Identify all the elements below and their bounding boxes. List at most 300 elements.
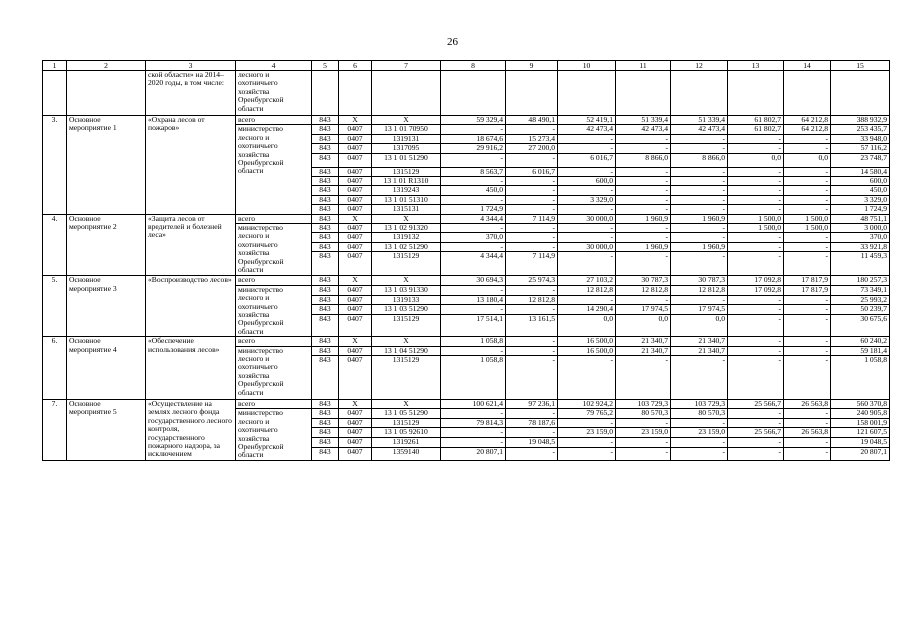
target-code: 1319261 bbox=[372, 437, 441, 447]
row-number: 3. bbox=[43, 116, 67, 215]
amount-cell: 30 000,0 bbox=[558, 214, 616, 223]
table-row bbox=[43, 337, 890, 346]
amount-cell: - bbox=[506, 177, 558, 186]
amount-cell: - bbox=[728, 346, 784, 355]
column-number: 3 bbox=[146, 61, 236, 71]
section-code: 0407 bbox=[339, 409, 372, 419]
measure-label: Основное мероприятие 3 bbox=[67, 276, 146, 337]
amount-cell: 1 500,0 bbox=[728, 214, 784, 223]
target-code: 1317095 bbox=[372, 144, 441, 153]
amount-cell: - bbox=[671, 233, 728, 242]
amount-cell: 33 921,8 bbox=[831, 242, 890, 251]
amount-cell: 370,0 bbox=[441, 233, 506, 242]
amount-cell: - bbox=[441, 195, 506, 204]
target-code: 13 1 04 51290 bbox=[372, 346, 441, 355]
row-number: 6. bbox=[43, 337, 67, 400]
grbs-code: 843 bbox=[312, 195, 339, 204]
amount-cell: - bbox=[784, 167, 831, 176]
measure-label: Основное мероприятие 5 bbox=[67, 399, 146, 460]
target-code: 1319131 bbox=[372, 134, 441, 143]
target-code: Х bbox=[372, 276, 441, 285]
target-code: 1319132 bbox=[372, 233, 441, 242]
amount-cell: - bbox=[616, 195, 671, 204]
amount-cell: 14 290,4 bbox=[558, 305, 616, 315]
amount-cell: 17 974,5 bbox=[616, 305, 671, 315]
amount-cell: - bbox=[671, 144, 728, 153]
amount-cell: 57 116,2 bbox=[831, 144, 890, 153]
amount-cell: 158 001,9 bbox=[831, 418, 890, 428]
table-row bbox=[43, 276, 890, 285]
amount-cell: 27 200,0 bbox=[506, 144, 558, 153]
grbs-code: 843 bbox=[312, 125, 339, 134]
page-number: 26 bbox=[447, 36, 458, 48]
grbs-code: 843 bbox=[312, 252, 339, 276]
amount-cell: - bbox=[784, 252, 831, 276]
amount-cell: 103 729,3 bbox=[671, 399, 728, 408]
amount-cell: - bbox=[616, 295, 671, 305]
amount-cell: - bbox=[506, 125, 558, 134]
amount-cell: - bbox=[616, 134, 671, 143]
amount-cell: - bbox=[671, 134, 728, 143]
section-code: Х bbox=[339, 116, 372, 125]
amount-cell: 23 748,7 bbox=[831, 153, 890, 167]
amount-cell: - bbox=[441, 177, 506, 186]
amount-cell: - bbox=[558, 295, 616, 305]
amount-cell: - bbox=[728, 177, 784, 186]
amount-cell: - bbox=[558, 447, 616, 460]
amount-cell: 21 340,7 bbox=[671, 346, 728, 355]
amount-cell: - bbox=[558, 437, 616, 447]
section-code: Х bbox=[339, 337, 372, 346]
amount-cell: 30 675,6 bbox=[831, 315, 890, 337]
amount-cell: - bbox=[506, 205, 558, 214]
amount-cell: 59 329,4 bbox=[441, 116, 506, 125]
amount-cell: 1 724,9 bbox=[441, 205, 506, 214]
amount-cell: 180 257,3 bbox=[831, 276, 890, 285]
amount-cell: 79 814,3 bbox=[441, 418, 506, 428]
amount-cell: 0,0 bbox=[728, 153, 784, 167]
measure-label: Основное мероприятие 1 bbox=[67, 116, 146, 215]
amount-cell: - bbox=[558, 233, 616, 242]
amount-cell: - bbox=[506, 355, 558, 399]
amount-cell: 3 329,0 bbox=[558, 195, 616, 204]
amount-cell: - bbox=[558, 134, 616, 143]
cell-empty bbox=[831, 71, 890, 116]
target-code: 1315129 bbox=[372, 315, 441, 337]
cell-empty bbox=[506, 71, 558, 116]
target-code: 13 1 02 91320 bbox=[372, 224, 441, 233]
target-code: 13 1 01 70950 bbox=[372, 125, 441, 134]
amount-cell: 20 807,1 bbox=[831, 447, 890, 460]
amount-cell: 64 212,8 bbox=[784, 116, 831, 125]
executor-total: всего bbox=[236, 214, 312, 223]
section-code: 0407 bbox=[339, 186, 372, 195]
amount-cell: 17 817,9 bbox=[784, 276, 831, 285]
amount-cell: 1 058,8 bbox=[441, 355, 506, 399]
section-code: 0407 bbox=[339, 242, 372, 251]
amount-cell: 7 114,9 bbox=[506, 252, 558, 276]
amount-cell: - bbox=[728, 252, 784, 276]
amount-cell: - bbox=[784, 233, 831, 242]
measure-name: «Охрана лесов от пожаров» bbox=[146, 116, 236, 215]
amount-cell: - bbox=[558, 224, 616, 233]
column-number: 7 bbox=[372, 61, 441, 71]
cell-empty bbox=[67, 71, 146, 116]
amount-cell: 6 016,7 bbox=[558, 153, 616, 167]
grbs-code: 843 bbox=[312, 276, 339, 285]
amount-cell: - bbox=[506, 195, 558, 204]
amount-cell: 17 092,8 bbox=[728, 285, 784, 295]
amount-cell: 64 212,8 bbox=[784, 125, 831, 134]
amount-cell: 1 058,8 bbox=[441, 337, 506, 346]
executor-name: министерство лесного и охотничьего хозяйства Оренбургской области bbox=[236, 224, 312, 276]
section-code: 0407 bbox=[339, 305, 372, 315]
cell-empty bbox=[43, 71, 67, 116]
amount-cell: 48 751,1 bbox=[831, 214, 890, 223]
section-code: 0407 bbox=[339, 418, 372, 428]
amount-cell: - bbox=[784, 315, 831, 337]
grbs-code: 843 bbox=[312, 418, 339, 428]
amount-cell: - bbox=[506, 233, 558, 242]
amount-cell: 17 514,1 bbox=[441, 315, 506, 337]
cell-empty bbox=[728, 71, 784, 116]
amount-cell: - bbox=[441, 125, 506, 134]
grbs-code: 843 bbox=[312, 134, 339, 143]
grbs-code: 843 bbox=[312, 428, 339, 438]
target-code: 1319243 bbox=[372, 186, 441, 195]
column-number: 11 bbox=[616, 61, 671, 71]
amount-cell: 19 048,5 bbox=[506, 437, 558, 447]
amount-cell: 30 000,0 bbox=[558, 242, 616, 251]
section-code: 0407 bbox=[339, 285, 372, 295]
executor-total: всего bbox=[236, 276, 312, 285]
target-code: Х bbox=[372, 214, 441, 223]
amount-cell: - bbox=[784, 177, 831, 186]
executor-total: всего bbox=[236, 116, 312, 125]
amount-cell: - bbox=[506, 428, 558, 438]
measure-label: Основное мероприятие 4 bbox=[67, 337, 146, 400]
amount-cell: 26 563,8 bbox=[784, 399, 831, 408]
target-code: Х bbox=[372, 337, 441, 346]
amount-cell: 23 159,0 bbox=[558, 428, 616, 438]
amount-cell: 1 960,9 bbox=[671, 242, 728, 251]
amount-cell: - bbox=[784, 305, 831, 315]
amount-cell: 19 048,5 bbox=[831, 437, 890, 447]
amount-cell: - bbox=[728, 437, 784, 447]
amount-cell: - bbox=[506, 242, 558, 251]
column-number-row bbox=[43, 61, 890, 71]
amount-cell: 21 340,7 bbox=[671, 337, 728, 346]
amount-cell: - bbox=[784, 195, 831, 204]
target-code: 1319133 bbox=[372, 295, 441, 305]
cell-empty bbox=[616, 71, 671, 116]
grbs-code: 843 bbox=[312, 355, 339, 399]
amount-cell: - bbox=[506, 447, 558, 460]
section-code: 0407 bbox=[339, 144, 372, 153]
target-code: 13 1 01 51290 bbox=[372, 153, 441, 167]
cell-empty bbox=[441, 71, 506, 116]
section-code: 0407 bbox=[339, 315, 372, 337]
amount-cell: - bbox=[728, 295, 784, 305]
amount-cell: 0,0 bbox=[671, 315, 728, 337]
amount-cell: 1 960,9 bbox=[616, 242, 671, 251]
section-code: 0407 bbox=[339, 428, 372, 438]
amount-cell: 25 993,2 bbox=[831, 295, 890, 305]
amount-cell: 61 802,7 bbox=[728, 116, 784, 125]
amount-cell: - bbox=[506, 305, 558, 315]
target-code: 13 1 03 91330 bbox=[372, 285, 441, 295]
section-code: 0407 bbox=[339, 177, 372, 186]
amount-cell: - bbox=[441, 224, 506, 233]
amount-cell: - bbox=[784, 447, 831, 460]
grbs-code: 843 bbox=[312, 153, 339, 167]
section-code: 0407 bbox=[339, 447, 372, 460]
grbs-code: 843 bbox=[312, 242, 339, 251]
amount-cell: 450,0 bbox=[441, 186, 506, 195]
target-code: 1315129 bbox=[372, 355, 441, 399]
amount-cell: 121 607,5 bbox=[831, 428, 890, 438]
column-number: 12 bbox=[671, 61, 728, 71]
cell-empty bbox=[312, 71, 339, 116]
amount-cell: 14 580,4 bbox=[831, 167, 890, 176]
amount-cell: 6 016,7 bbox=[506, 167, 558, 176]
column-number: 13 bbox=[728, 61, 784, 71]
amount-cell: - bbox=[441, 346, 506, 355]
target-code: 1315129 bbox=[372, 167, 441, 176]
row-number: 4. bbox=[43, 214, 67, 276]
amount-cell: 50 239,7 bbox=[831, 305, 890, 315]
amount-cell: 1 960,9 bbox=[616, 214, 671, 223]
amount-cell: - bbox=[728, 167, 784, 176]
amount-cell: - bbox=[616, 144, 671, 153]
amount-cell: - bbox=[671, 186, 728, 195]
table-row bbox=[43, 214, 890, 223]
amount-cell: 7 114,9 bbox=[506, 214, 558, 223]
amount-cell: 12 812,8 bbox=[616, 285, 671, 295]
grbs-code: 843 bbox=[312, 437, 339, 447]
amount-cell: 30 694,3 bbox=[441, 276, 506, 285]
amount-cell: 600,0 bbox=[831, 177, 890, 186]
cell-empty bbox=[372, 71, 441, 116]
section-code: Х bbox=[339, 214, 372, 223]
amount-cell: - bbox=[671, 195, 728, 204]
amount-cell: 0,0 bbox=[784, 153, 831, 167]
amount-cell: 25 566,7 bbox=[728, 428, 784, 438]
continued-program-name: ской области» на 2014–2020 годы, в том числе: bbox=[146, 71, 236, 116]
amount-cell: 17 092,8 bbox=[728, 276, 784, 285]
amount-cell: 253 435,7 bbox=[831, 125, 890, 134]
amount-cell: 21 340,7 bbox=[616, 337, 671, 346]
amount-cell: 42 473,4 bbox=[558, 125, 616, 134]
target-code: 13 1 01 51310 bbox=[372, 195, 441, 204]
section-code: Х bbox=[339, 399, 372, 408]
amount-cell: - bbox=[784, 346, 831, 355]
grbs-code: 843 bbox=[312, 315, 339, 337]
amount-cell: - bbox=[616, 224, 671, 233]
amount-cell: 42 473,4 bbox=[616, 125, 671, 134]
amount-cell: 13 180,4 bbox=[441, 295, 506, 305]
column-number: 6 bbox=[339, 61, 372, 71]
column-number: 14 bbox=[784, 61, 831, 71]
amount-cell: - bbox=[784, 186, 831, 195]
executor-name: министерство лесного и охотничьего хозяйства Оренбургской области bbox=[236, 409, 312, 460]
amount-cell: 61 802,7 bbox=[728, 125, 784, 134]
amount-cell: 102 924,2 bbox=[558, 399, 616, 408]
amount-cell: - bbox=[671, 295, 728, 305]
amount-cell: 15 273,4 bbox=[506, 134, 558, 143]
target-code: 13 1 02 51290 bbox=[372, 242, 441, 251]
amount-cell: - bbox=[558, 205, 616, 214]
amount-cell: 20 807,1 bbox=[441, 447, 506, 460]
amount-cell: - bbox=[728, 242, 784, 251]
amount-cell: 27 103,2 bbox=[558, 276, 616, 285]
amount-cell: 1 058,8 bbox=[831, 355, 890, 399]
amount-cell: - bbox=[784, 437, 831, 447]
amount-cell: - bbox=[558, 144, 616, 153]
target-code: 1315129 bbox=[372, 252, 441, 276]
amount-cell: 16 500,0 bbox=[558, 337, 616, 346]
cell-empty bbox=[339, 71, 372, 116]
grbs-code: 843 bbox=[312, 116, 339, 125]
amount-cell: - bbox=[558, 418, 616, 428]
target-code: 1315131 bbox=[372, 205, 441, 214]
amount-cell: 8 563,7 bbox=[441, 167, 506, 176]
amount-cell: 51 339,4 bbox=[616, 116, 671, 125]
amount-cell: 23 159,0 bbox=[671, 428, 728, 438]
amount-cell: - bbox=[671, 437, 728, 447]
cell-empty bbox=[671, 71, 728, 116]
section-code: 0407 bbox=[339, 346, 372, 355]
amount-cell: 8 866,0 bbox=[616, 153, 671, 167]
amount-cell: 16 500,0 bbox=[558, 346, 616, 355]
amount-cell: 12 812,8 bbox=[506, 295, 558, 305]
amount-cell: - bbox=[671, 167, 728, 176]
amount-cell: - bbox=[784, 242, 831, 251]
grbs-code: 843 bbox=[312, 214, 339, 223]
column-number: 4 bbox=[236, 61, 312, 71]
amount-cell: - bbox=[558, 355, 616, 399]
amount-cell: 1 960,9 bbox=[671, 214, 728, 223]
amount-cell: - bbox=[671, 447, 728, 460]
amount-cell: - bbox=[671, 252, 728, 276]
section-code: 0407 bbox=[339, 167, 372, 176]
row-number: 5. bbox=[43, 276, 67, 337]
amount-cell: 30 787,3 bbox=[616, 276, 671, 285]
amount-cell: - bbox=[728, 418, 784, 428]
amount-cell: 1 500,0 bbox=[728, 224, 784, 233]
measure-name: «Обеспечение использования лесов» bbox=[146, 337, 236, 400]
amount-cell: - bbox=[728, 305, 784, 315]
amount-cell: - bbox=[728, 315, 784, 337]
amount-cell: - bbox=[616, 355, 671, 399]
amount-cell: - bbox=[616, 186, 671, 195]
measure-name: «Осуществление на землях лесного фонда государственного лесного контроля, государственного пожарного надзора, за исключением bbox=[146, 399, 236, 460]
section-code: 0407 bbox=[339, 224, 372, 233]
amount-cell: - bbox=[441, 428, 506, 438]
amount-cell: 59 181,4 bbox=[831, 346, 890, 355]
executor-name: министерство лесного и охотничьего хозяйства Оренбургской области bbox=[236, 285, 312, 336]
amount-cell: - bbox=[506, 186, 558, 195]
amount-cell: - bbox=[506, 346, 558, 355]
amount-cell: - bbox=[784, 134, 831, 143]
section-code: 0407 bbox=[339, 437, 372, 447]
amount-cell: - bbox=[728, 355, 784, 399]
amount-cell: - bbox=[728, 233, 784, 242]
amount-cell: 21 340,7 bbox=[616, 346, 671, 355]
grbs-code: 843 bbox=[312, 337, 339, 346]
amount-cell: 450,0 bbox=[831, 186, 890, 195]
column-number: 15 bbox=[831, 61, 890, 71]
amount-cell: 78 187,6 bbox=[506, 418, 558, 428]
amount-cell: 33 948,0 bbox=[831, 134, 890, 143]
column-number: 5 bbox=[312, 61, 339, 71]
grbs-code: 843 bbox=[312, 144, 339, 153]
grbs-code: 843 bbox=[312, 186, 339, 195]
amount-cell: - bbox=[616, 252, 671, 276]
amount-cell: - bbox=[671, 177, 728, 186]
amount-cell: 3 000,0 bbox=[831, 224, 890, 233]
section-code: 0407 bbox=[339, 195, 372, 204]
amount-cell: - bbox=[728, 409, 784, 419]
amount-cell: - bbox=[441, 242, 506, 251]
column-number: 1 bbox=[43, 61, 67, 71]
amount-cell: - bbox=[616, 447, 671, 460]
amount-cell: - bbox=[784, 144, 831, 153]
amount-cell: - bbox=[558, 252, 616, 276]
amount-cell: 17 817,9 bbox=[784, 285, 831, 295]
amount-cell: - bbox=[441, 437, 506, 447]
amount-cell: 100 621,4 bbox=[441, 399, 506, 408]
amount-cell: 29 916,2 bbox=[441, 144, 506, 153]
target-code: 13 1 01 R1310 bbox=[372, 177, 441, 186]
amount-cell: - bbox=[728, 337, 784, 346]
amount-cell: 13 161,5 bbox=[506, 315, 558, 337]
amount-cell: 52 419,1 bbox=[558, 116, 616, 125]
section-code: 0407 bbox=[339, 355, 372, 399]
amount-cell: - bbox=[441, 409, 506, 419]
amount-cell: 370,0 bbox=[831, 233, 890, 242]
amount-cell: - bbox=[558, 167, 616, 176]
amount-cell: - bbox=[441, 285, 506, 295]
amount-cell: 103 729,3 bbox=[616, 399, 671, 408]
amount-cell: - bbox=[616, 233, 671, 242]
target-code: Х bbox=[372, 399, 441, 408]
amount-cell: 51 339,4 bbox=[671, 116, 728, 125]
amount-cell: - bbox=[671, 224, 728, 233]
amount-cell: - bbox=[784, 337, 831, 346]
section-code: 0407 bbox=[339, 295, 372, 305]
grbs-code: 843 bbox=[312, 409, 339, 419]
amount-cell: 560 370,8 bbox=[831, 399, 890, 408]
amount-cell: 18 674,6 bbox=[441, 134, 506, 143]
amount-cell: 4 344,4 bbox=[441, 214, 506, 223]
grbs-code: 843 bbox=[312, 167, 339, 176]
amount-cell: 600,0 bbox=[558, 177, 616, 186]
amount-cell: - bbox=[671, 355, 728, 399]
target-code: Х bbox=[372, 116, 441, 125]
amount-cell: 240 905,8 bbox=[831, 409, 890, 419]
amount-cell: 25 974,3 bbox=[506, 276, 558, 285]
grbs-code: 843 bbox=[312, 224, 339, 233]
amount-cell: - bbox=[728, 447, 784, 460]
grbs-code: 843 bbox=[312, 177, 339, 186]
column-number: 10 bbox=[558, 61, 616, 71]
amount-cell: - bbox=[506, 285, 558, 295]
continuation-row bbox=[43, 71, 890, 116]
section-code: 0407 bbox=[339, 205, 372, 214]
measure-name: «Защита лесов от вредителей и болезней леса» bbox=[146, 214, 236, 276]
section-code: 0407 bbox=[339, 125, 372, 134]
